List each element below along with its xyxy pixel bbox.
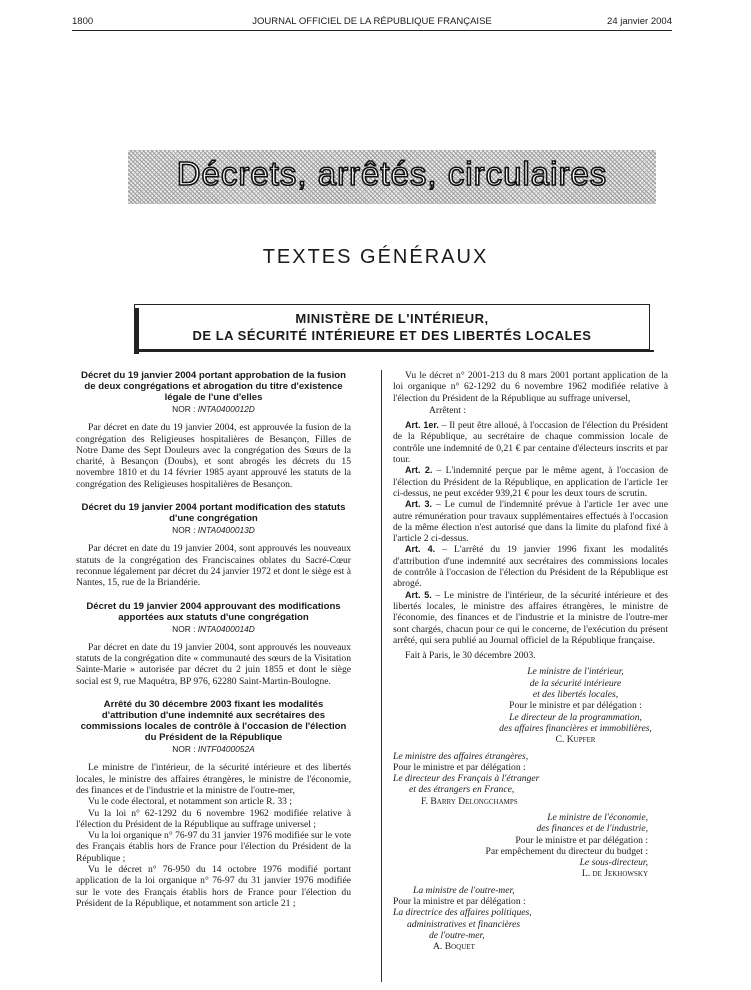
running-header [72,16,672,30]
arrete-preamble: Le ministre de l'intérieur, de la sécurité intérieure et des libertés locales, le ministre des affaires étrangères, le ministre de l'économie, des finances et de l'industrie et la ministre de l'outre-mer, [76,762,351,796]
visa: Vu le décret n° 2001-213 du 8 mars 2001 portant application de la loi organique n° 62-1292 du 6 novembre 1962 modifiée relative à l'élection du Président de la République au suffrage universel, [393,370,668,404]
signatory-name: A. Boquet [433,941,475,953]
signatory-name: L. de Jekhowsky [581,868,648,880]
visa: Vu la loi n° 62-1292 du 6 novembre 1962 modifiée relative à l'élection du Président de la République au suffrage universel ; [76,807,351,830]
banner [128,150,656,204]
signature-foreign-affairs: Le ministre des affaires étrangères, Pour le ministre et par délégation : Le directeur des Français à l'étranger et des étrangers en France, F. Barry Delongchamps [393,751,668,807]
visa: Vu le décret n° 76-950 du 14 octobre 1976 modifié portant application de la loi organique n° 76-97 du 31 janvier 1976 modifiée sur le vote des Français établis hors de France pour l'élection du Président de la République, et notamment son article 21 ; [76,864,351,909]
visa: Vu le code électoral, et notamment son article R. 33 ; [88,796,293,808]
article-5: Art. 5. – Le ministre de l'intérieur, de la sécurité intérieure et des libertés locales, le ministre des affaires étrangères, le ministre de l'économie, des finances et de l'industrie et la ministre de l'outre-mer sont chargés, chacun pour ce qui le concerne, de l'exécution du présent arrêté, qui sera publié au Journal officiel de la République française. [393,589,668,646]
ministry-box-rule [134,350,654,352]
signature-economy: Le ministre de l'économie, des finances et de l'industrie, Pour le ministre et par délégation : Par empêchement du directeur du budget : Le sous-directeur, L. de Jekhowsky [393,812,668,880]
ministry-line-1: MINISTÈRE DE L'INTÉRIEUR, [295,311,489,326]
decree-fusion [76,370,351,490]
section-title: TEXTES GÉNÉRAUX [262,246,489,268]
nor-reference: NOR : INTA0400012D [172,404,255,414]
ministry-line-2: DE LA SÉCURITÉ INTÉRIEURE ET DES LIBERTÉS LOCALES [192,328,592,343]
column-divider [381,370,382,982]
decree-title: Décret du 19 janvier 2004 portant approbation de la fusion de deux congrégations et abrogation du titre d'existence légale de l'une d'elles [81,370,346,403]
article-3: Art. 3. – Le cumul de l'indemnité prévue à l'article 1er avec une autre rémunération pour travaux supplémentaires effectués à l'occasion de la même élection n'est autorisé que dans la limite du plafond fixé à l'article 2 ci-dessus. [393,499,668,545]
ministry-box [134,304,650,350]
decree-body: Par décret en date du 19 janvier 2004, est approuvée la fusion de la congrégation des Religieuses hospitalières de Besançon, Filles de Notre Dame des Sept Douleurs avec la congrégation des Sœurs de la charité, à Besançon (Doubs), et sont abrogés les décrets du 15 novembre 1810 et du 14 février 1985 ayant approuvé les statuts de la congrégation des Religieuses hospitalières de Besançon. [76,422,351,490]
visa: Vu la loi organique n° 76-97 du 31 janvier 1976 modifiée sur le vote des Français établis hors de France pour l'élection du Président de la République ; [76,830,351,864]
signatory-name: C. Kupfer [555,734,596,746]
article-2: Art. 2. – L'indemnité perçue par le même agent, à l'occasion de l'élection du Président de la République, en application de l'article 1er ci-dessus, ne peut excéder 939,21 € pour les deux tours de scrutin. [393,465,668,499]
page-number: 1800 [72,16,94,27]
signature-interior: Le ministre de l'intérieur, de la sécurité intérieure et des libertés locales, Pour le ministre et par délégation : Le directeur de la programmation, des affaires financières et immobilières, C. Kupfer [393,666,668,745]
nor-reference: NOR : INTF0400052A [172,744,255,755]
decree-statutes-modification [76,502,351,588]
decree-statutes-approval [76,601,351,687]
article-4: Art. 4. – L'arrêté du 19 janvier 1996 fixant les modalités d'attribution d'une indemnité aux secrétaires des commissions locales de contrôle à l'occasion de l'élection du Président de la République est abrogé. [393,544,668,590]
nor-reference: NOR : INTA0400013D [172,525,255,536]
right-column [393,370,668,953]
signatory-name: F. Barry Delongchamps [421,795,518,807]
signature-overseas: La ministre de l'outre-mer, Pour la ministre et par délégation : La directrice des affaires politiques, administratives et financières de l'outre-mer, A. Boquet [393,885,668,953]
arrete-indemnite [76,699,351,909]
decree-body: Par décret en date du 19 janvier 2004, sont approuvés les nouveaux statuts de la congrégation dite « communauté des sœurs de la Visitation Sainte-Marie » autorisée par décret du 2 juin 1855 et dont le siège social est 9, rue Maquétra, BP 976, 62280 Saint-Martin-Boulogne. [76,641,351,687]
decree-title: Décret du 19 janvier 2004 approuvant des modifications apportées aux statuts d'une congrégation [86,600,341,623]
arrete-title: Arrêté du 30 décembre 2003 fixant les modalités d'attribution d'une indemnité aux secrétaires des commissions locales de contrôle à l'occasion de l'élection du Président de la République [80,699,347,744]
banner-title: Décrets, arrêtés, circulaires [176,155,608,192]
issue-date: 24 janvier 2004 [607,16,672,27]
decree-body: Par décret en date du 19 janvier 2004, sont approuvés les nouveaux statuts de la congrégation des Franciscaines oblates du Sacré-Cœur reconnue légalement par décret du 24 janvier 1972 et dont le siège est à Nantes, 15, rue de la Briandérie. [76,543,351,589]
left-column [76,370,351,909]
nor-reference: NOR : INTA0400014D [172,623,255,634]
arretent: Arrêtent : [429,404,467,416]
decree-title: Décret du 19 janvier 2004 portant modification des statuts d'une congrégation [81,502,346,525]
article-1: Art. 1er. – Il peut être alloué, à l'occasion de l'élection du Président de la République, au secrétaire de chaque commission locale de contrôle une indemnité de 0,21 € par centaine d'électeurs inscrits et par tour. [393,420,668,466]
done-at: Fait à Paris, le 30 décembre 2003. [405,650,536,662]
header-rule [72,30,672,31]
journal-title: JOURNAL OFFICIEL DE LA RÉPUBLIQUE FRANÇAISE [252,16,492,27]
